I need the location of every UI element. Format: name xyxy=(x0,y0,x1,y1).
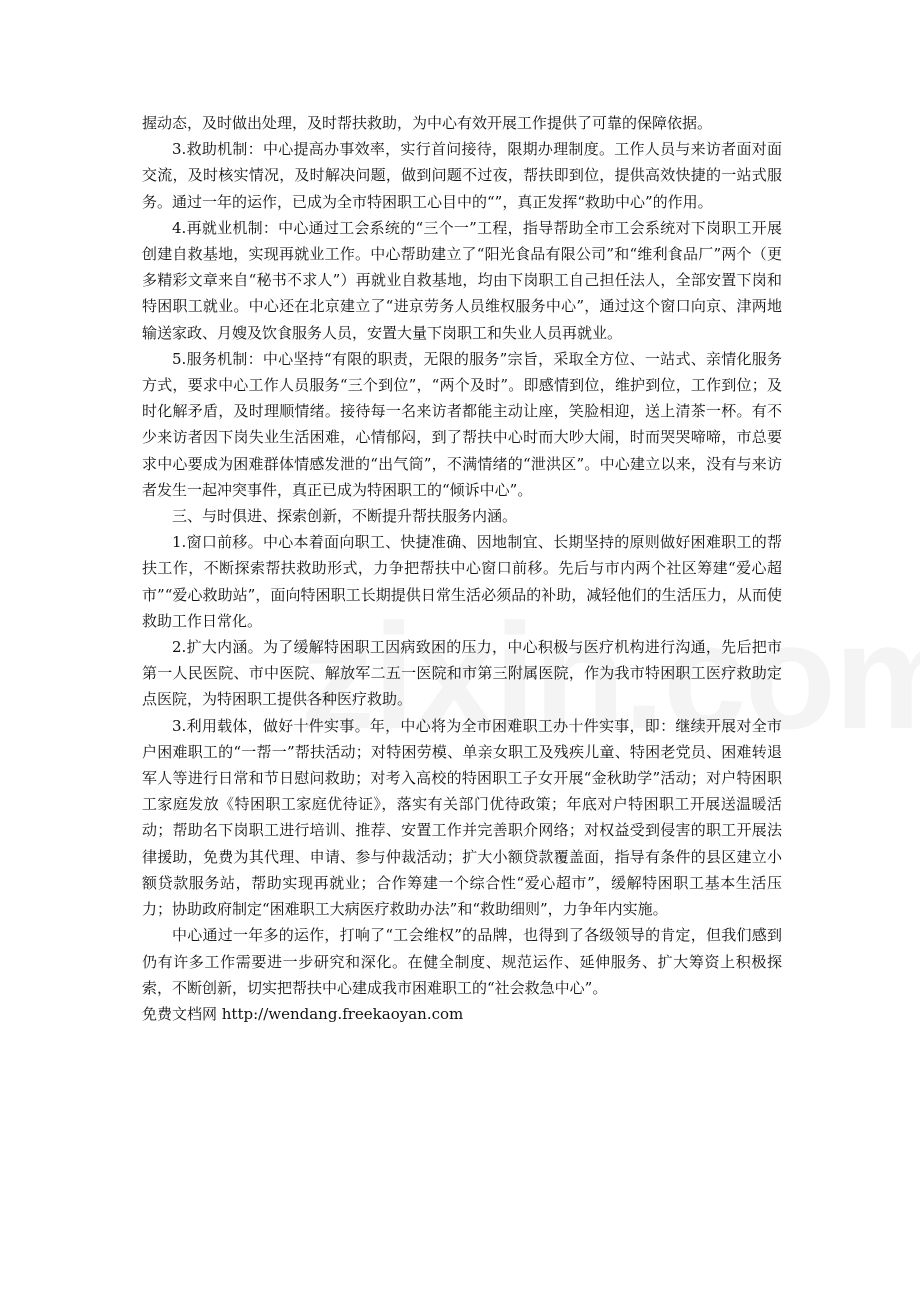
paragraph-service-mechanism: 5.服务机制：中心坚持“有限的职责，无限的服务”宗旨，采取全方位、一站式、亲情化服务方式，要求中心工作人员服务“三个到位”，“两个及时”。即感情到位，维护到位，工作到位；及时化解矛盾，及时理顺情绪。接待每一名来访者都能主动让座，笑脸相迎，送上清茶一杯。有不少来访者因下岗失业生活困难，心情郁闷，到了帮扶中心时而大吵大闹，时而哭哭啼啼，市总要求中心要成为困难群体情感发泄的“出气筒”，不满情绪的“泄洪区”。中心建立以来，没有与来访者发生一起冲突事件，真正已成为特困职工的“倾诉中心”。 xyxy=(142,349,782,499)
paragraph-continuation: 握动态，及时做出处理，及时帮扶救助，为中心有效开展工作提供了可靠的保障依据。 xyxy=(142,114,713,132)
paragraph-conclusion: 中心通过一年多的运作，打响了“工会维权”的品牌，也得到了各级领导的肯定，但我们感到仍有许多工作需要进一步研究和深化。在健全制度、规范运作、延伸服务、扩大筹资上积极探索，不断创新，切实把帮扶中心建成我市困难职工的“社会救急中心”。 xyxy=(142,926,782,997)
paragraph-reemployment-mechanism: 4.再就业机制：中心通过工会系统的“三个一”工程，指导帮助全市工会系统对下岗职工开展创建自救基地，实现再就业工作。中心帮助建立了“阳光食品有限公司”和“维利食品厂”两个（更多精彩文章来自“秘书不求人”）再就业自救基地，均由下岗职工自己担任法人，全部安置下岗和特困职工就业。中心还在北京建立了“进京劳务人员维权服务中心”，通过这个窗口向京、津两地输送家政、月嫂及饮食服务人员，安置大量下岗职工和失业人员再就业。 xyxy=(142,218,782,342)
paragraph-window-forward: 1.窗口前移。中心本着面向职工、快捷准确、因地制宜、长期坚持的原则做好困难职工的帮扶工作，不断探索帮扶救助形式，力争把帮扶中心窗口前移。先后与市内两个社区筹建“爱心超市”“爱心救助站”，面向特困职工长期提供日常生活必须品的补助，减轻他们的生活压力，从而使救助工作日常化。 xyxy=(142,533,782,630)
document-body xyxy=(142,110,782,1027)
paragraph-ten-practical-things: 3.利用载体，做好十件实事。年，中心将为全市困难职工办十件实事，即：继续开展对全市户困难职工的“一帮一”帮扶活动；对特困劳模、单亲女职工及残疾儿童、特困老党员、困难转退军人等进行日常和节日慰问救助；对考入高校的特困职工子女开展“金秋助学”活动；对户特困职工家庭发放《特困职工家庭优待证》，落实有关部门优待政策；年底对户特困职工开展送温暖活动；帮助名下岗职工进行培训、推荐、安置工作并完善职介网络；对权益受到侵害的职工开展法律援助，免费为其代理、申请、参与仲裁活动；扩大小额贷款覆盖面，指导有条件的县区建立小额贷款服务站，帮助实现再就业；合作筹建一个综合性“爱心超市”，缓解特困职工基本生活压力；协助政府制定“困难职工大病医疗救助办法”和“救助细则”，力争年内实施。 xyxy=(142,716,782,919)
section-heading-three: 三、与时俱进、探索创新，不断提升帮扶服务内涵。 xyxy=(172,507,518,526)
paragraph-expand-connotation: 2.扩大内涵。为了缓解特困职工因病致困的压力，中心积极与医疗机构进行沟通，先后把市第一人民医院、市中医院、解放军二五一医院和市第三附属医院，作为我市特困职工医疗救助定点医院，为特困职工提供各种医疗救助。 xyxy=(142,638,782,709)
paragraph-rescue-mechanism: 3.救助机制：中心提高办事效率，实行首问接待，限期办理制度。工作人员与来访者面对面交流，及时核实情况，及时解决问题，做到问题不过夜，帮扶即到位，提供高效快捷的一站式服务。通过一年的运作，已成为全市特困职工心目中的“”，真正发挥“救助中心”的作用。 xyxy=(142,140,782,211)
footer-source-link[interactable]: 免费文档网 http://wendang.freekaoyan.com xyxy=(142,1004,464,1023)
